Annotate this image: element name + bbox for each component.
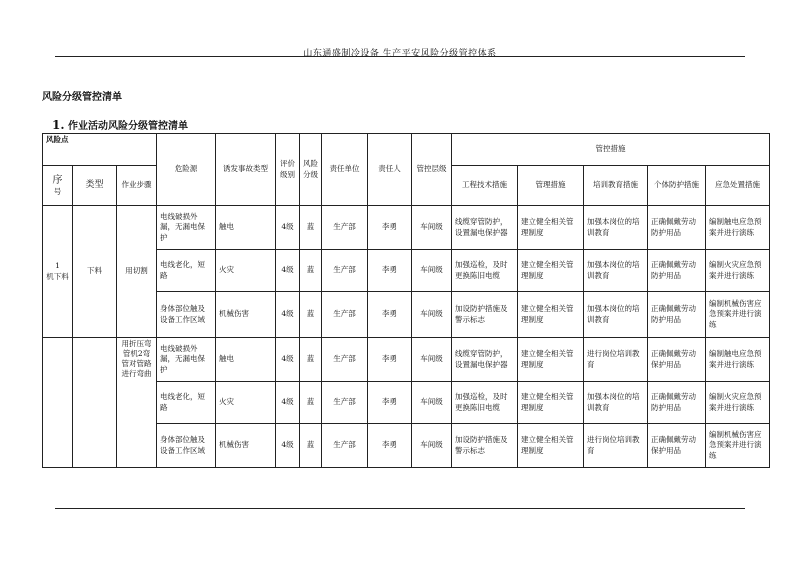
header-rule (55, 56, 745, 57)
cell-risk: 蓝 (300, 338, 322, 382)
cell-train: 加强本岗位的培训教育 (584, 206, 648, 250)
group1-seq (43, 206, 73, 338)
cell-eval: 4级 (276, 206, 300, 250)
cell-unit: 生产部 (322, 206, 368, 250)
cell-train: 加强本岗位的培训教育 (584, 382, 648, 424)
cell-hazard: 身体部位触及设备工作区域 (157, 424, 216, 468)
group1-seq-num: 1 (55, 261, 60, 271)
cell-person: 李勇 (368, 338, 412, 382)
cell-unit: 生产部 (322, 382, 368, 424)
section-title: 风险分级管控清单 (42, 92, 122, 103)
cell-emergency: 编制火灾应急预案并进行演练 (706, 250, 770, 292)
cell-emergency: 编制机械伤害应急预案并进行演练 (706, 424, 770, 468)
cell-eval: 4级 (276, 382, 300, 424)
cell-eval: 4级 (276, 424, 300, 468)
cell-mgmt: 建立健全相关管理制度 (518, 292, 584, 338)
cell-level: 车间级 (412, 424, 452, 468)
cell-level: 车间级 (412, 338, 452, 382)
cell-ppe: 正确佩戴劳动防护用品 (648, 206, 706, 250)
cell-risk: 蓝 (300, 292, 322, 338)
cell-ppe: 正确佩戴劳动保护用品 (648, 338, 706, 382)
cell-eval: 4级 (276, 338, 300, 382)
cell-train: 加强本岗位的培训教育 (584, 292, 648, 338)
group1-step: 用切割 (117, 206, 157, 338)
cell-hazard: 电线破损外漏，无漏电保护 (157, 338, 216, 382)
header-seq (43, 166, 73, 206)
cell-eng: 加设防护措施及警示标志 (452, 424, 518, 468)
group1-seq-name: 机下料 (46, 271, 69, 281)
table-row (43, 338, 770, 382)
header-eval-level: 评价级别 (276, 134, 300, 206)
cell-accident: 机械伤害 (216, 292, 276, 338)
subsection-text: 作业活动风险分级管控清单 (68, 121, 189, 132)
cell-hazard: 身体部位触及设备工作区域 (157, 292, 216, 338)
group2-step: 用折压弯管机2弯管对管路进行弯曲 (117, 338, 157, 468)
footer-rule (55, 508, 745, 509)
cell-risk: 蓝 (300, 382, 322, 424)
subsection-number: 1. (52, 118, 65, 132)
risk-control-table (42, 133, 770, 468)
cell-risk: 蓝 (300, 206, 322, 250)
cell-eng: 加强巡检，及时更换陈旧电缆 (452, 250, 518, 292)
cell-risk: 蓝 (300, 250, 322, 292)
header-measures: 管控措施 (452, 134, 770, 166)
header-risk-level: 风险分级 (300, 134, 322, 206)
cell-train: 加强本岗位的培训教育 (584, 250, 648, 292)
cell-accident: 火灾 (216, 250, 276, 292)
cell-person: 李勇 (368, 250, 412, 292)
cell-eng: 加强巡检，及时更换陈旧电缆 (452, 382, 518, 424)
cell-mgmt: 建立健全相关管理制度 (518, 206, 584, 250)
cell-hazard: 电线老化，短路 (157, 250, 216, 292)
header-train-measures: 培训教育措施 (584, 166, 648, 206)
header-type: 类型 (73, 166, 117, 206)
cell-person: 李勇 (368, 206, 412, 250)
cell-level: 车间级 (412, 250, 452, 292)
header-mgmt-measures: 管理措施 (518, 166, 584, 206)
cell-eval: 4级 (276, 292, 300, 338)
cell-eval: 4级 (276, 250, 300, 292)
cell-hazard: 电线破损外漏，无漏电保护 (157, 206, 216, 250)
cell-train: 进行岗位培训教育 (584, 338, 648, 382)
cell-unit: 生产部 (322, 292, 368, 338)
header-resp-unit: 责任单位 (322, 134, 368, 206)
header-seq-text: 序 (52, 174, 63, 186)
header-accident-type: 诱发事故类型 (216, 134, 276, 206)
group1-type: 下料 (73, 206, 117, 338)
header-emergency-measures: 应急处置措施 (706, 166, 770, 206)
cell-level: 车间级 (412, 206, 452, 250)
header-ppe-measures: 个体防护措施 (648, 166, 706, 206)
header-eng-measures: 工程技术措施 (452, 166, 518, 206)
header-control-level: 管控层级 (412, 134, 452, 206)
header-resp-person: 责任人 (368, 134, 412, 206)
cell-accident: 机械伤害 (216, 424, 276, 468)
cell-mgmt: 建立健全相关管理制度 (518, 382, 584, 424)
cell-eng: 加设防护措施及警示标志 (452, 292, 518, 338)
group2-type (73, 338, 117, 468)
cell-emergency: 编制触电应急预案并进行演练 (706, 338, 770, 382)
cell-ppe: 正确佩戴劳动防护用品 (648, 382, 706, 424)
cell-hazard: 电线老化，短路 (157, 382, 216, 424)
cell-ppe: 正确佩戴劳动防护用品 (648, 250, 706, 292)
cell-mgmt: 建立健全相关管理制度 (518, 338, 584, 382)
cell-eng: 线缆穿管防护，设置漏电保护器 (452, 206, 518, 250)
cell-accident: 触电 (216, 206, 276, 250)
cell-mgmt: 建立健全相关管理制度 (518, 250, 584, 292)
cell-person: 李勇 (368, 424, 412, 468)
cell-accident: 火灾 (216, 382, 276, 424)
cell-unit: 生产部 (322, 424, 368, 468)
cell-person: 李勇 (368, 382, 412, 424)
cell-emergency: 编制机械伤害应急预案并进行演练 (706, 292, 770, 338)
cell-eng: 线缆穿管防护，设置漏电保护器 (452, 338, 518, 382)
cell-emergency: 编制触电应急预案并进行演练 (706, 206, 770, 250)
table-row (43, 206, 770, 250)
header-risk-point: 风险点 (43, 134, 157, 166)
header-seq-text2: 号 (53, 187, 62, 197)
cell-level: 车间级 (412, 382, 452, 424)
cell-risk: 蓝 (300, 424, 322, 468)
header-step: 作业步骤 (117, 166, 157, 206)
cell-mgmt: 建立健全相关管理制度 (518, 424, 584, 468)
cell-train: 进行岗位培训教育 (584, 424, 648, 468)
cell-unit: 生产部 (322, 338, 368, 382)
subsection-title (52, 117, 188, 132)
header-hazard: 危险源 (157, 134, 216, 206)
group2-seq (43, 338, 73, 468)
cell-person: 李勇 (368, 292, 412, 338)
cell-level: 车间级 (412, 292, 452, 338)
cell-ppe: 正确佩戴劳动保护用品 (648, 424, 706, 468)
cell-unit: 生产部 (322, 250, 368, 292)
document-header-title: 山东通盛制冷设备 生产平安风险分级管控体系 (303, 49, 497, 59)
cell-accident: 触电 (216, 338, 276, 382)
cell-emergency: 编制火灾应急预案并进行演练 (706, 382, 770, 424)
cell-ppe: 正确佩戴劳动防护用品 (648, 292, 706, 338)
